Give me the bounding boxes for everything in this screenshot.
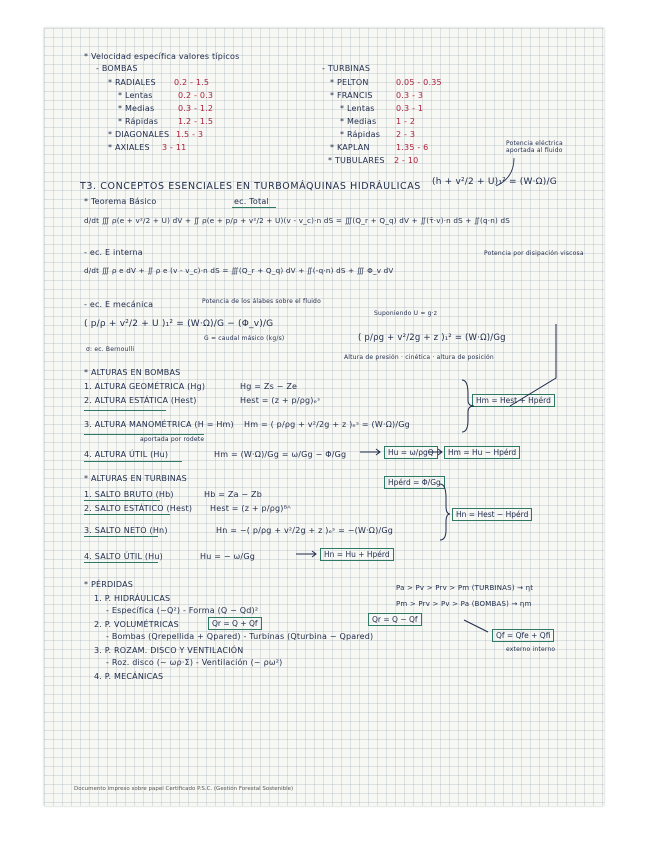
perdidas-sub: - Roz. disco (~ ωρ·Σ) - Ventilación (~ ρω²) [106, 658, 283, 667]
eq-total: d/dt ∭ ρ(e + v²/2 + U) dV + ∬ ρ(e + p/ρ + v²/2 + U)(v - v_c)·n dS = ∭(Q_r + Q_q) dV + ∬(τ̄·v)·n dS + ∬(q·n) dS [84, 216, 511, 225]
power-note: Potencia eléctrica aportada al fluido [506, 140, 563, 154]
perdidas-sub: - Específica (~Q²) - Forma (Q − Qd)² [106, 606, 259, 615]
ec-interna-label: - ec. E interna [84, 248, 143, 257]
turbine-value: 0.05 - 0.35 [396, 78, 442, 87]
pump-speed-title: * Velocidad específica valores típicos [84, 52, 240, 61]
turbines-heading: - TURBINAS [322, 64, 371, 73]
turbine-value: 1.35 - 6 [396, 143, 429, 152]
pump-value: 0.3 - 1.2 [178, 104, 214, 113]
bombas-title: * ALTURAS EN BOMBAS [84, 368, 181, 377]
bernoulli-note: σ: ec. Bernoulli [86, 346, 135, 353]
pump-label: * AXIALES [108, 143, 150, 152]
turbinas-item-label: 3. SALTO NETO (Hn) [84, 526, 168, 535]
bombas-item-formula: Hm = (W·Ω)/Gg = ω/Gg − Φ/Gg [214, 450, 347, 459]
turbinas-item-formula: Hn = −( p/ρg + v²/2g + z )ₑˢ = −(W·Ω)/Gg [216, 526, 394, 535]
bombas-item-label: 4. ALTURA ÚTIL (Hu) [84, 450, 169, 459]
bombas-item-label: 3. ALTURA MANOMÉTRICA (H = Hm) [84, 420, 234, 429]
box-hm-hest: Hm = Hest + Hpérd [472, 394, 555, 407]
pump-value: 0.2 - 0.3 [178, 91, 214, 100]
turbinas-item-formula: Hu = − ω/Gg [200, 552, 255, 561]
perdidas-item: 2. P. VOLUMÉTRICAS [94, 620, 179, 629]
turbine-value: 2 - 3 [396, 130, 416, 139]
blade-power-note: Potencia de los álabes sobre el fluido [202, 298, 321, 305]
box-hperd: Hpérd = Φ/Gg [384, 476, 445, 489]
pump-value: 0.2 - 1.5 [174, 78, 210, 87]
box-hm-hu: Hm = Hu − Hpérd [444, 446, 520, 459]
turbine-label: * KAPLAN [330, 143, 370, 152]
t3-title: T3. CONCEPTOS ESENCIALES EN TURBOMÁQUINAS HIDRÁULICAS [80, 181, 421, 192]
turbine-value: 0.3 - 1 [396, 104, 424, 113]
turbine-label: * PELTON [330, 78, 369, 87]
pump-label: * DIAGONALES [108, 130, 170, 139]
turbine-value: 2 - 10 [394, 156, 419, 165]
pump-value: 1.5 - 3 [176, 130, 204, 139]
box-hu: Hu = ω/ρgQ [384, 446, 438, 459]
box-qr-minus: Qr = Q − Qf [368, 613, 422, 626]
turbinas-item-label: 2. SALTO ESTÁTICO (Hest) [84, 504, 193, 513]
turbinas-title: * ALTURAS EN TURBINAS [84, 474, 187, 483]
notebook-page [44, 28, 604, 806]
box-hn-hest: Hn = Hest − Hpérd [452, 508, 532, 521]
supuesto-notes: Altura de presión · cinética · altura de posición [344, 354, 494, 361]
pump-label: * RADIALES [108, 78, 156, 87]
pumps-heading: - BOMBAS [96, 64, 138, 73]
perdidas-sub: - Bombas (Qrepellida + Qpared) - Turbinas (Qturbina − Qpared) [106, 632, 374, 641]
box-qr-plus: Qr = Q + Qf [208, 617, 262, 630]
turbinas-item-formula: Hb = Za − Zb [204, 490, 263, 499]
pump-label: * Rápidas [118, 117, 159, 126]
perdidas-item: 3. P. ROZAM. DISCO Y VENTILACIÓN [94, 646, 244, 655]
turbine-label: * Medias [340, 117, 377, 126]
box-hn-hu: Hn = Hu + Hpérd [320, 548, 394, 561]
eq-mecanica-sub: G = caudal másico (kg/s) [204, 335, 285, 342]
eq-interna: d/dt ∭ ρ e dV + ∬ ρ e (v - v_c)·n dS = ∭(Q_r + Q_q) dV + ∬(-q·n) dS + ∭ Φ_v dV [84, 266, 394, 275]
turbine-label: * FRANCIS [330, 91, 373, 100]
bombas-item-formula: Hest = (z + p/ρg)ₑˢ [240, 396, 321, 405]
perdidas-item: 1. P. HIDRÁULICAS [94, 594, 171, 603]
pump-value: 1.2 - 1.5 [178, 117, 214, 126]
turbine-label: * Lentas [340, 104, 375, 113]
box-qf: Qf = Qfe + Qfi [492, 629, 554, 642]
turbinas-item-label: 4. SALTO ÚTIL (Hu) [84, 552, 163, 561]
bombas-item-label: 1. ALTURA GEOMÉTRICA (Hg) [84, 382, 206, 391]
teorema-label: * Teorema Básico [84, 197, 157, 206]
ec-mecanica-label: - ec. E mecánica [84, 300, 154, 309]
turbine-value: 1 - 2 [396, 117, 416, 126]
perdidas-item: 4. P. MECÁNICAS [94, 672, 164, 681]
turbine-value: 0.3 - 3 [396, 91, 424, 100]
order-bombas: Pm > Prv > Pv > Pa (BOMBAS) → ηm [396, 600, 532, 608]
util-note: aportada por rodete [140, 436, 205, 443]
pump-value: 3 - 11 [162, 143, 187, 152]
turbinas-item-formula: Hest = (z + p/ρg)ᴮᴬ [210, 504, 291, 513]
pump-label: * Medias [118, 104, 155, 113]
ec-total-label: ec. Total [234, 197, 269, 206]
pump-label: * Lentas [118, 91, 153, 100]
eq-mecanica: ( p/ρ + v²/2 + U )₁² = (W·Ω)/G − (Φ_v)/G [84, 319, 274, 329]
bombas-item-formula: Hg = Zs − Ze [240, 382, 298, 391]
footer-note: Documento impreso sobre papel Certificado P.S.C. (Gestión Forestal Sostenible) [74, 786, 294, 792]
supuesto-eq: ( p/ρg + v²/2g + z )₁² = (W·Ω)/Gg [358, 333, 506, 343]
turbinas-item-label: 1. SALTO BRUTO (Hb) [84, 490, 174, 499]
t3-side-formula: (h + v²/2 + U)₁² = (W·Ω)/G [432, 177, 557, 187]
turbine-label: * TUBULARES [328, 156, 385, 165]
qf-note: externo interno [506, 646, 556, 653]
turbine-label: * Rápidas [340, 130, 381, 139]
dissipation-note: Potencia por disipación viscosa [484, 250, 584, 257]
bombas-item-label: 2. ALTURA ESTÁTICA (Hest) [84, 396, 197, 405]
bombas-item-formula: Hm = ( p/ρg + v²/2g + z )ₑˢ = (W·Ω)/Gg [244, 420, 410, 429]
order-turbinas: Pa > Pv > Prv > Pm (TURBINAS) → ηt [396, 584, 534, 592]
supuesto-label: Suponiendo U = g·z [374, 310, 438, 317]
annotation-strokes [44, 28, 604, 806]
perdidas-title: * PÉRDIDAS [84, 580, 134, 589]
